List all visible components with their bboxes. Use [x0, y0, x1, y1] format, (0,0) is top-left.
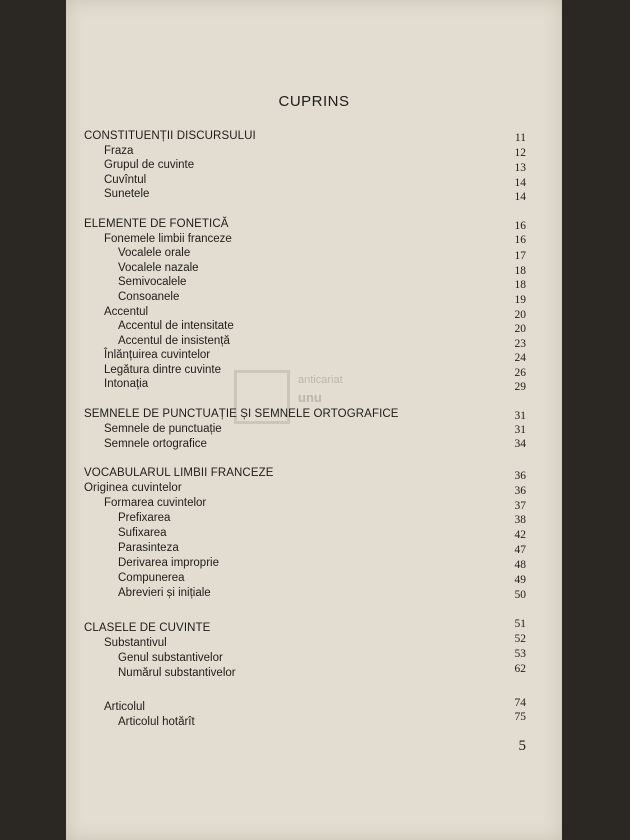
toc-entry: Semnele de punctuație	[104, 423, 222, 435]
toc-entry: Accentul de intensitate	[118, 320, 234, 332]
table-of-contents	[66, 0, 562, 840]
toc-page-number: 11	[514, 132, 526, 144]
toc-entry: Originea cuvintelor	[84, 482, 182, 494]
toc-entry: Formarea cuvintelor	[104, 497, 207, 509]
toc-entry: Sunetele	[104, 188, 150, 200]
toc-entry: Sufixarea	[118, 527, 167, 539]
toc-entry: Vocalele nazale	[118, 262, 199, 274]
toc-entry: Consoanele	[118, 291, 180, 303]
toc-page-number: 20	[514, 323, 526, 335]
toc-page-number: 36	[514, 470, 526, 482]
toc-page-number: 50	[514, 589, 526, 601]
toc-entry: Semnele ortografice	[104, 438, 207, 450]
toc-page-number: 42	[514, 529, 526, 541]
toc-entry: Înlănțuirea cuvintelor	[104, 349, 211, 361]
toc-entry: Abrevieri și inițiale	[118, 587, 211, 599]
toc-entry: Grupul de cuvinte	[104, 159, 195, 171]
toc-page-number: 75	[514, 711, 526, 723]
toc-entry: Accentul de insistență	[118, 335, 230, 347]
toc-entry: Legătura dintre cuvinte	[104, 364, 221, 376]
toc-entry: Vocalele orale	[118, 247, 191, 259]
toc-page-number: 51	[514, 618, 526, 630]
toc-page-number: 47	[514, 544, 526, 556]
toc-page-number: 18	[514, 279, 526, 291]
toc-entry: Derivarea improprie	[118, 557, 219, 569]
toc-entry: Prefixarea	[118, 512, 171, 524]
toc-page-number: 26	[514, 367, 526, 379]
toc-page-number: 19	[514, 294, 526, 306]
toc-page-number: 36	[514, 485, 526, 497]
toc-page-number: 34	[514, 438, 526, 450]
toc-page-number: 31	[514, 410, 526, 422]
toc-page-number: 20	[514, 309, 526, 321]
toc-entry: Genul substantivelor	[118, 652, 223, 664]
toc-entry: CLASELE DE CUVINTE	[84, 622, 211, 634]
toc-page-number: 18	[514, 265, 526, 277]
toc-entry: SEMNELE DE PUNCTUAȚIE ȘI SEMNELE ORTOGRAFICE	[84, 408, 399, 420]
toc-page-number: 52	[514, 633, 526, 645]
toc-page-number: 29	[514, 381, 526, 393]
toc-page-number: 17	[514, 250, 526, 262]
toc-entry: VOCABULARUL LIMBII FRANCEZE	[84, 467, 274, 479]
toc-page-number: 24	[514, 352, 526, 364]
toc-page-number: 14	[514, 177, 526, 189]
toc-page-number: 48	[514, 559, 526, 571]
watermark-line2: unu	[298, 390, 322, 405]
toc-page-number: 38	[514, 514, 526, 526]
toc-page-number: 16	[514, 220, 526, 232]
toc-page-number: 49	[514, 574, 526, 586]
book-page	[66, 0, 562, 840]
toc-page-number: 31	[514, 424, 526, 436]
page-title: CUPRINS	[278, 93, 350, 110]
toc-entry: Cuvîntul	[104, 174, 147, 186]
toc-page-number: 37	[514, 500, 526, 512]
toc-entry: Semivocalele	[118, 276, 187, 288]
toc-entry: Intonația	[104, 378, 149, 390]
toc-page-number: 74	[514, 697, 526, 709]
toc-entry: Fraza	[104, 145, 134, 157]
toc-entry: Substantivul	[104, 637, 167, 649]
toc-entry: Articolul hotărît	[118, 716, 195, 728]
toc-entry: Numărul substantivelor	[118, 667, 236, 679]
page-number: 5	[518, 738, 526, 754]
toc-page-number: 14	[514, 191, 526, 203]
toc-entry: Accentul	[104, 306, 149, 318]
toc-page-number: 12	[514, 147, 526, 159]
toc-entry: Compunerea	[118, 572, 185, 584]
toc-page-number: 23	[514, 338, 526, 350]
toc-entry: Fonemele limbii franceze	[104, 233, 232, 245]
toc-page-number: 13	[514, 162, 526, 174]
toc-entry: CONSTITUENȚII DISCURSULUI	[84, 130, 256, 142]
toc-entry: ELEMENTE DE FONETICĂ	[84, 218, 229, 230]
toc-entry: Parasinteza	[118, 542, 179, 554]
toc-page-number: 53	[514, 648, 526, 660]
toc-page-number: 16	[514, 234, 526, 246]
watermark-line1: anticariat	[298, 374, 343, 386]
toc-entry: Articolul	[104, 701, 145, 713]
toc-page-number: 62	[514, 663, 526, 675]
